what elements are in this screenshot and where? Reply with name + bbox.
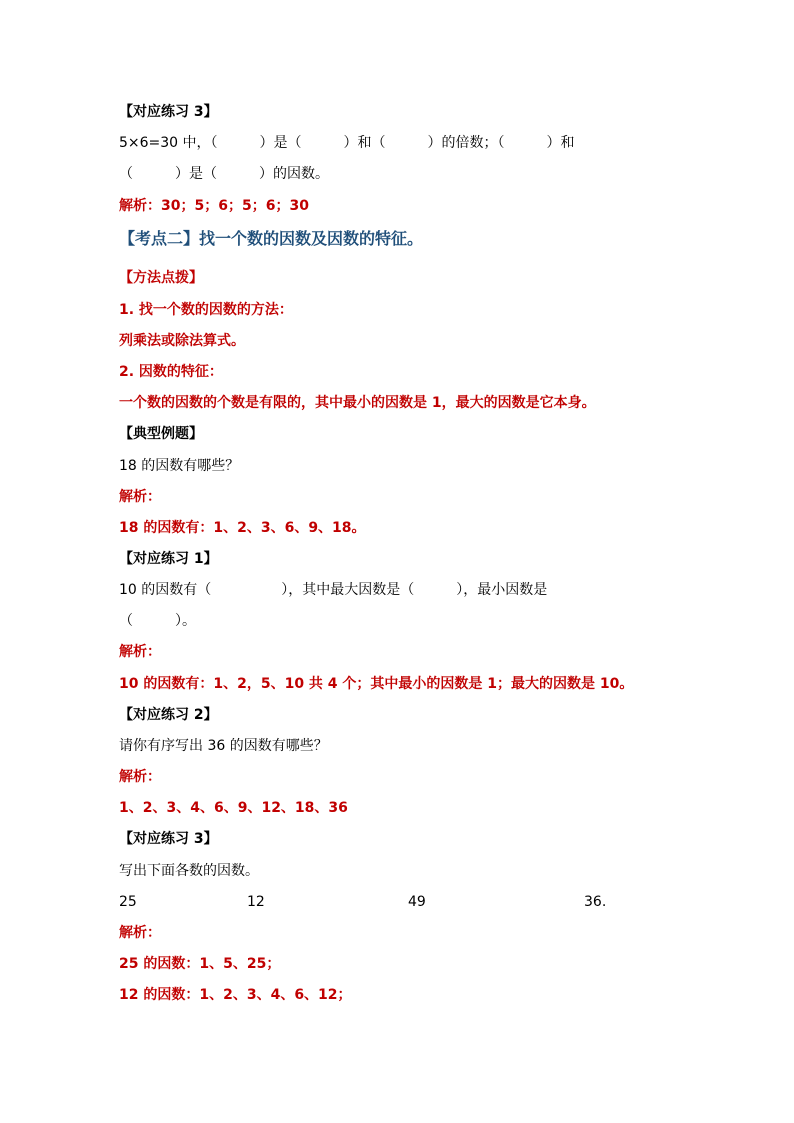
number-item: 25 xyxy=(119,894,137,910)
method-2-title: 2. 因数的特征： xyxy=(119,364,223,380)
exercise-3b-answer-1: 25 的因数：1、5、25； xyxy=(119,956,281,972)
example-question: 18 的因数有哪些？ xyxy=(119,458,240,474)
exercise-3-question-line1: 5×6=30 中，（ ）是（ ）和（ ）的倍数；（ ）和 xyxy=(119,135,575,151)
exercise-3-question-line2: （ ）是（ ）的因数。 xyxy=(119,166,329,182)
exercise-1-question-line2: （ ）。 xyxy=(119,613,196,629)
exercise-3-label: 【对应练习 3】 xyxy=(119,104,218,120)
exercise-3b-label: 【对应练习 3】 xyxy=(119,831,218,847)
topic-2-title: 【考点二】找一个数的因数及因数的特征。 xyxy=(119,229,424,248)
method-2-text: 一个数的因数的个数是有限的，其中最小的因数是 1，最大的因数是它本身。 xyxy=(119,395,596,411)
example-answer: 18 的因数有：1、2、3、6、9、18。 xyxy=(119,520,366,536)
exercise-1-analysis-label: 解析： xyxy=(119,644,161,660)
method-label: 【方法点拨】 xyxy=(119,270,203,286)
example-analysis-label: 解析： xyxy=(119,489,161,505)
exercise-1-label: 【对应练习 1】 xyxy=(119,551,218,567)
exercise-3b-answer-2: 12 的因数：1、2、3、4、6、12； xyxy=(119,987,352,1003)
exercise-2-answer: 1、2、3、4、6、9、12、18、36 xyxy=(119,800,348,816)
exercise-3-answer: 解析：30；5；6；5；6；30 xyxy=(119,198,309,214)
number-item: 36. xyxy=(584,894,607,910)
number-item: 49 xyxy=(408,894,426,910)
exercise-3b-question: 写出下面各数的因数。 xyxy=(119,863,259,879)
exercise-2-question: 请你有序写出 36 的因数有哪些？ xyxy=(119,738,328,754)
exercise-3b-analysis-label: 解析： xyxy=(119,925,161,941)
exercise-2-label: 【对应练习 2】 xyxy=(119,707,218,723)
method-1-title: 1. 找一个数的因数的方法： xyxy=(119,302,293,318)
method-1-text: 列乘法或除法算式。 xyxy=(119,333,245,349)
number-item: 12 xyxy=(247,894,265,910)
exercise-1-answer: 10 的因数有：1、2，5、10 共 4 个；其中最小的因数是 1；最大的因数是 10。 xyxy=(119,676,634,692)
exercise-1-question-line1: 10 的因数有（ ），其中最大因数是（ ），最小因数是 xyxy=(119,582,548,598)
exercise-2-analysis-label: 解析： xyxy=(119,769,161,785)
example-label: 【典型例题】 xyxy=(119,426,203,442)
